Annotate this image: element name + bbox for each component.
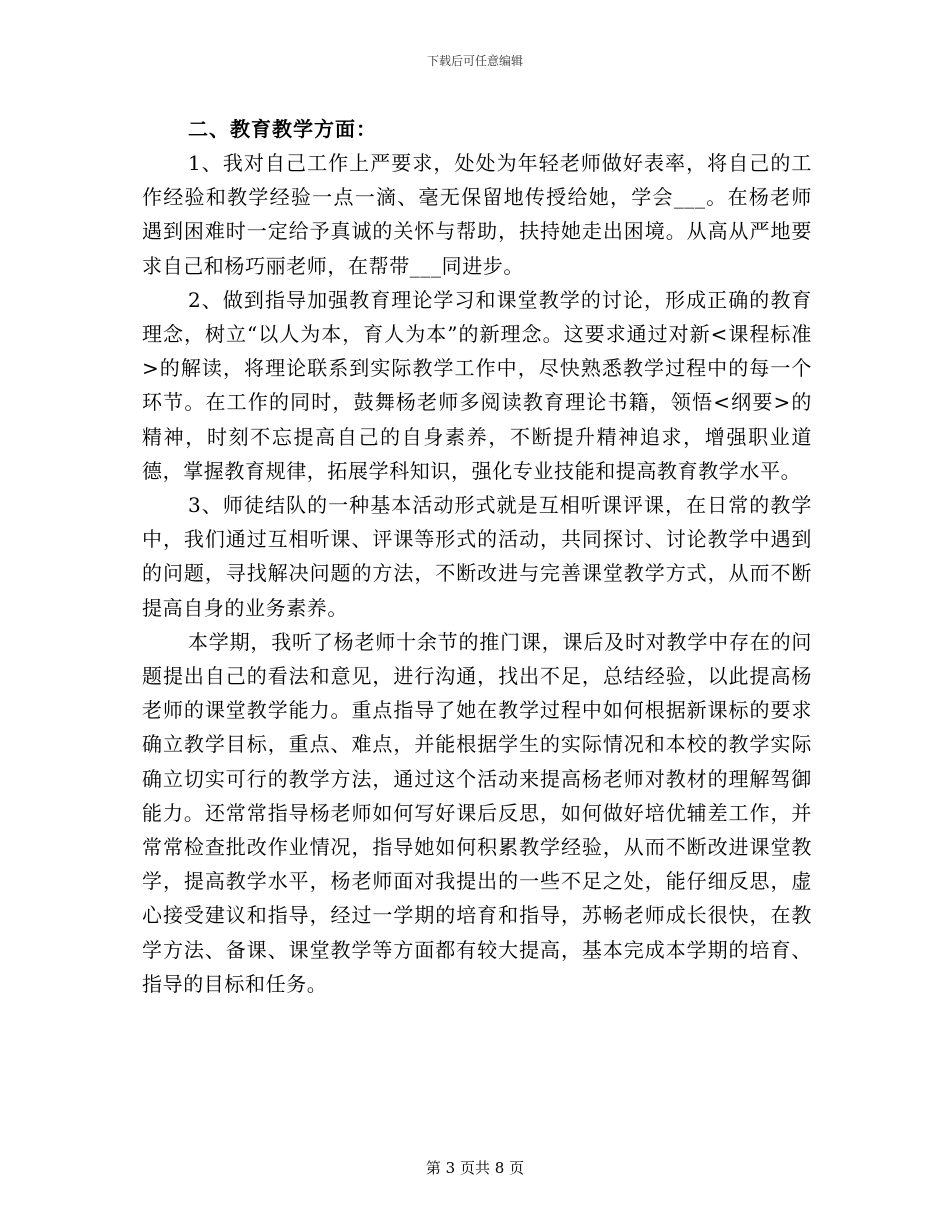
page-header-note: 下载后可任意编辑 [426, 54, 523, 68]
paragraph-2: 2、做到指导加强教育理论学习和课堂教学的讨论，形成正确的教育理念，树立“以人为本，育人为本”的新理念。这要求通过对新<课程标准>的解读，将理论联系到实际教学工作中，尽快熟悉教学过程中的每一个环节。在工作的同时，鼓舞杨老师多阅读教育理论书籍，领悟<纲要>的精神，时刻不忘提高自己的自身素养，不断提升精神追求，增强职业道德，掌握教育规律，拓展学科知识，强化专业技能和提高教育教学水平。 [142, 287, 812, 483]
document-body [142, 112, 812, 1001]
paragraph-4: 本学期，我听了杨老师十余节的推门课，课后及时对教学中存在的问题提出自己的看法和意见，进行沟通，找出不足，总结经验，以此提高杨老师的课堂教学能力。重点指导了她在教学过程中如何根据新课标的要求确立教学目标，重点、难点，并能根据学生的实际情况和本校的教学实际确立切实可行的教学方法，通过这个活动来提高杨老师对教材的理解驾御能力。还常常指导杨老师如何写好课后反思，如何做好培优辅差工作，并常常检查批改作业情况，指导她如何积累教学经验，从而不断改进课堂教学，提高教学水平，杨老师面对我提出的一些不足之处，能仔细反思，虚心接受建议和指导，经过一学期的培育和指导，苏畅老师成长很快，在教学方法、备课、课堂教学等方面都有较大提高，基本完成本学期的培育、指导的目标和任务。 [142, 629, 812, 996]
paragraph-1: 1、我对自己工作上严要求，处处为年轻老师做好表率，将自己的工作经验和教学经验一点一滴、毫无保留地传授给她，学会___。在杨老师遇到困难时一定给予真诚的关怀与帮助，扶持她走出困境。从高从严地要求自己和杨巧丽老师，在帮带___同进步。 [142, 151, 812, 278]
section-heading: 二、教育教学方面： [188, 117, 377, 141]
page-number: 第 3 页共 8 页 [425, 1159, 525, 1177]
paragraph-3: 3、师徒结队的一种基本活动形式就是互相听课评课，在日常的教学中，我们通过互相听课、评课等形式的活动，共同探讨、讨论教学中遇到的问题，寻找解决问题的方法，不断改进与完善课堂教学方式，从而不断提高自身的业务素养。 [142, 493, 812, 620]
